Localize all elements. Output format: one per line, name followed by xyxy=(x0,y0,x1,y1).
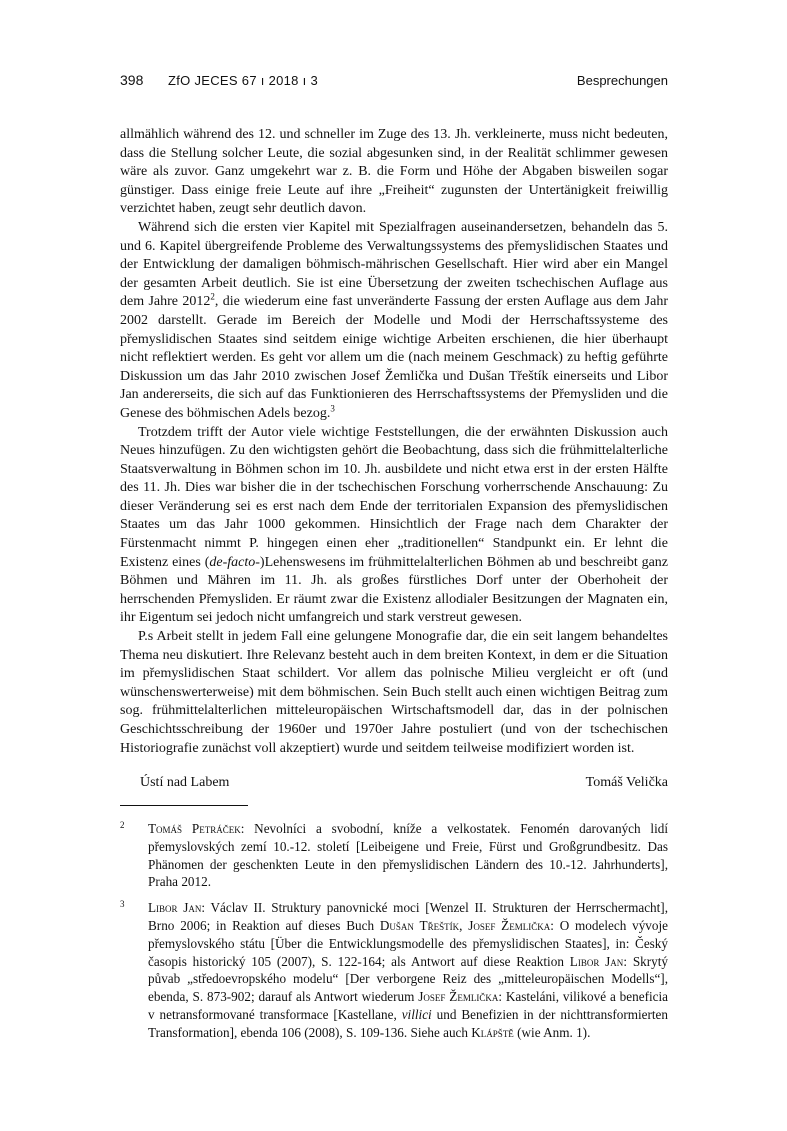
review-body xyxy=(120,126,668,758)
signature xyxy=(120,775,668,795)
footnote-divider xyxy=(120,805,248,806)
footnote-2: 2 Tomáš Petráček: Nevolníci a svobodní, kníže a velkostatek. Fenomén darovaných lidí přemyslovských zemí 10.-12. století [Leibeigene und Freie, Fürst und Großgrundbesitz. Das Phänomen der geschenkten Leute in den přemyslidischen Ländern des 10.-12. Jahrhunderts], Praha 2012. xyxy=(120,820,668,891)
running-header xyxy=(120,72,668,92)
paragraph-3: Trotzdem trifft der Autor viele wichtige Feststellungen, die der erwähnten Diskussion auch Neues hinzufügen. Zu den wichtigsten gehört die Beobachtung, dass sich die frühmittelalterliche Staatsverwaltung in Böhmen schon im 10. Jh. ausbildete und nicht etwa erst in der ersten Hälfte des 11. Jh. Dies war bisher die in der tschechischen Forschung vorherrschende Anschauung: Zu dieser Veränderung sei es erst nach dem Ende der territorialen Expansion des přemyslidischen Staates um das Jahr 1000 gekommen. Hinsichtlich der Frage nach dem Charakter der Fürstenmacht nimmt P. hingegen einen eher „traditionellen“ Standpunkt ein. Er lehnt die Existenz eines (de-facto-)Lehenswesens im frühmittelalterlichen Böhmen ab und beschreibt ganz Böhmen und Mähren im 11. Jh. als großes fürstliches Dorf unter der Oberhoheit der herrschenden Přemysliden. Er räumt zwar die Existenz allodialer Besitzungen der Magnaten ein, ihr Eigentum sei jedoch nicht umfangreich und stark verstreut gewesen. xyxy=(120,424,669,626)
footnote-3: 3 Libor Jan: Václav II. Struktury panovnické moci [Wenzel II. Strukturen der Herrschermacht], Brno 2006; in Reaktion auf dieses Buch Dušan Třeštík, Josef Žemlička: O modelech vývoje přemyslovského státu [Über die Entwicklungsmodelle des přemyslidischen Staates], in: Český časopis historický 105 (2007), S. 122-164; als Antwort auf diese Reaktion Libor Jan: Skrytý půvab „středoevropského modelu“ [Der verborgene Reiz des „mitteleuropäischen Modells“], ebenda, S. 873-902; darauf als Antwort wiederum Josef Žemlička: Kasteláni, vilikové a beneficia v netransformované transformace [Kastellane, villici und Benefizien in der nichttransformierten Transformation], ebenda 106 (2008), S. 109-136. Siehe auch Klápště (wie Anm. 1). xyxy=(120,899,668,1041)
paragraph-1: allmählich während des 12. und schneller im Zuge des 13. Jh. verkleinerte, muss nicht bedeuten, dass die Stellung solcher Leute, die sozial abgesunken sind, in der Realität schlimmer gewesen wäre als zuvor. Ganz umgekehrt war z. B. die Form und Höhe der Abgaben bisweilen sogar günstiger. Dass einige freie Leute auf ihre „Freiheit“ zugunsten der Untertänigkeit freiwillig verzichtet haben, zeugt sehr deutlich davon. xyxy=(120,127,668,217)
footnote-number: 3 xyxy=(120,899,125,910)
footnote-ref-2[interactable]: 2 xyxy=(210,291,215,302)
footnote-ref-3[interactable]: 3 xyxy=(330,403,335,414)
journal-title: ZfO JECES 67 ı 2018 ı 3 xyxy=(168,73,318,88)
section-title: Besprechungen xyxy=(576,73,668,88)
paragraph-2: Während sich die ersten vier Kapitel mit Spezialfragen auseinandersetzen, behandeln das 5. und 6. Kapitel übergreifende Probleme des Verwaltungssystems des přemyslidischen Staates und der Entwicklung der damaligen böhmisch-mährischen Gesellschaft. Hier wird aber ein Mangel der gesamten Arbeit deutlich. Sie ist eine Übersetzung der zweiten tschechischen Auflage aus dem Jahre 2012$^2$, die wiederum eine fast unveränderte Fassung der ersten Auflage aus dem Jahr 2002 darstellt. Gerade im Bereich der Modelle und Modi der Herrschaftssysteme des přemyslidischen Staates sind seitdem einige wichtige Arbeiten erschienen, die hier überhaupt nicht reflektiert werden. Es geht vor allem um die (nach meinem Geschmack) zu heftig geführte Diskussion um das Jahr 2010 zwischen Josef Žemlička und Dušan Třeštík einerseits und Libor Jan andererseits, die sich auf das Funktionieren des Herrschaftssystems der Přemysliden und die Genese des böhmischen Adels bezog.$^3$ xyxy=(120,219,668,421)
footnotes xyxy=(120,820,668,1050)
signature-place: Ústí nad Labem xyxy=(140,775,230,790)
footnote-number: 2 xyxy=(120,820,125,830)
page-number: 398 xyxy=(120,72,144,88)
paragraph-4: P.s Arbeit stellt in jedem Fall eine gelungene Monografie dar, die ein seit langem behandeltes Thema neu diskutiert. Ihre Relevanz besteht auch in dem breiten Kontext, in dem er die Situation im přemyslidischen Staat schildert. Vor allem das polnische Milieu vergleicht er oft (und wünschenswerterweise) mit dem böhmischen. Sein Buch stellt auch einen wichtigen Beitrag zum sog. frühmittelalterlichen mitteleuropäischen Wirtschaftsmodell dar, das in der polnischen Geschichtsschreibung der 1960er und 1970er Jahre postuliert (und von der tschechischen Historiografie zunächst voll akzeptiert) wurde und seitdem teilweise modifiziert worden ist. xyxy=(120,629,668,756)
signature-author: Tomáš Velička xyxy=(585,775,668,790)
